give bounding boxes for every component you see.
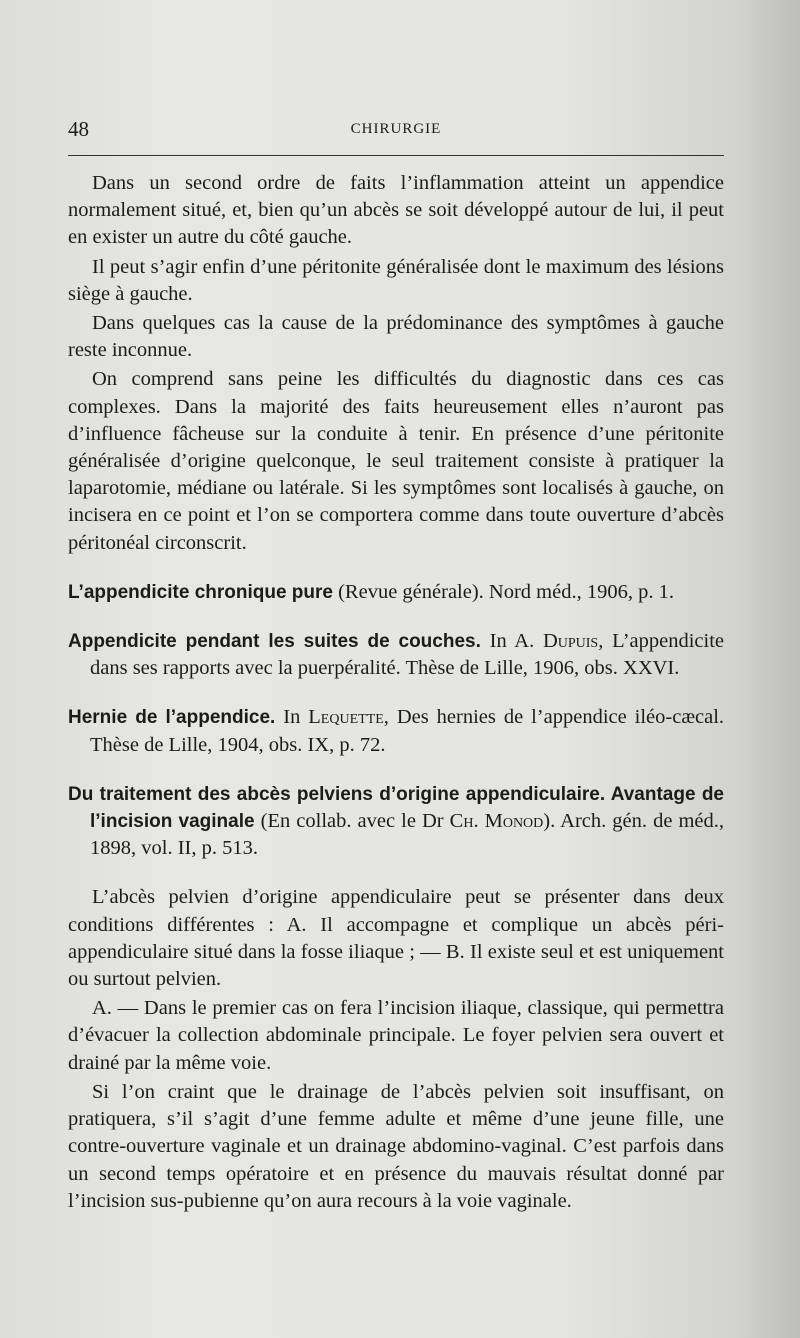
running-title: CHIRURGIE [350,121,442,137]
entry-details: (Revue générale). Nord méd., 1906, p. 1. [332,580,674,603]
entry-details: , L’appendicite dans ses rapports avec la puerpéralité. Thèse de Lille, 1906, obs. XXVI. [90,630,725,680]
entry-title: Du traitement des abcès pelviens d’origine appendiculaire. Avantage de l’incision vaginale [68,783,724,833]
page-header [68,117,724,147]
abstract-paragraph: Si l’on craint que le drainage de l’abcès pelvien soit insuffisant, on pratiquera, s’il s’agit d’une femme adulte et même d’une jeune fille, une contre-ouverture vaginale et un drainage abdomino-vaginal. C’est parfois dans un second temps opératoire et en présence du mauvais résultat donné par l’incision sus-pubienne qu’on aura recours à la voie vaginale. [68,1080,724,1212]
entry-details: In [275,706,309,729]
intro-paragraph: On comprend sans peine les difficultés du diagnostic dans ces cas complexes. Dans la majorité des faits heureusement elles n’auront pas d’influence fâcheuse sur la conduite à tenir. En présence d’une péritonite généralisée d’origine quelconque, le seul traitement consiste à pratiquer la laparotomie, médiane ou latérale. Si les symptômes sont localisés à gauche, on incisera en ce point et l’on se comportera comme dans toute ouverture d’abcès péritonéal circonscrit. [68,368,724,554]
bibliography-entry [68,704,724,758]
bibliography-entry [68,628,724,682]
header-rule [68,155,724,156]
entry-author: Lequette [308,706,384,729]
entry-details: ). Arch. gén. de méd., 1898, vol. II, p. 513. [90,810,725,860]
bibliography-entry [68,781,724,863]
intro-paragraph: Dans un second ordre de faits l’inflammation atteint un appendice normalement situé, et, bien qu’un abcès se soit développé autour de lui, il peut en exister un autre du côté gauche. [68,172,724,249]
abstract-paragraph: L’abcès pelvien d’origine appendiculaire peut se présenter dans deux conditions différentes : A. Il accompagne et complique un abcès péri-appendiculaire situé dans la fosse iliaque ; — B. Il existe seul et est uniquement ou surtout pelvien. [68,886,724,991]
abstract-paragraph: A. — Dans le premier cas on fera l’incision iliaque, classique, qui permettra d’évacuer la collection abdominale principale. Le foyer pelvien sera ouvert et drainé par la même voie. [68,997,724,1074]
page-number: 48 [68,117,89,141]
intro-paragraph: Dans quelques cas la cause de la prédominance des symptômes à gauche reste inconnue. [68,312,724,362]
bibliography-entry [68,579,724,606]
entry-author: Dupuis [542,630,599,653]
entry-details: , Des hernies de l’appendice iléo-cæcal. Thèse de Lille, 1904, obs. IX, p. 72. [90,706,725,756]
entry-title: Hernie de l’appendice. [68,707,276,729]
entry-details: In A. [480,630,543,653]
entry-title: L’appendicite chronique pure [68,581,333,603]
intro-paragraph: Il peut s’agir enfin d’une péritonite généralisée dont le maximum des lésions siège à gauche. [68,255,724,305]
entry-title: Appendicite pendant les suites de couches. [68,631,481,653]
entry-author: Ch. Monod [449,810,544,833]
page-body [68,170,724,1215]
entry-details: (En collab. avec le Dr [254,810,450,833]
